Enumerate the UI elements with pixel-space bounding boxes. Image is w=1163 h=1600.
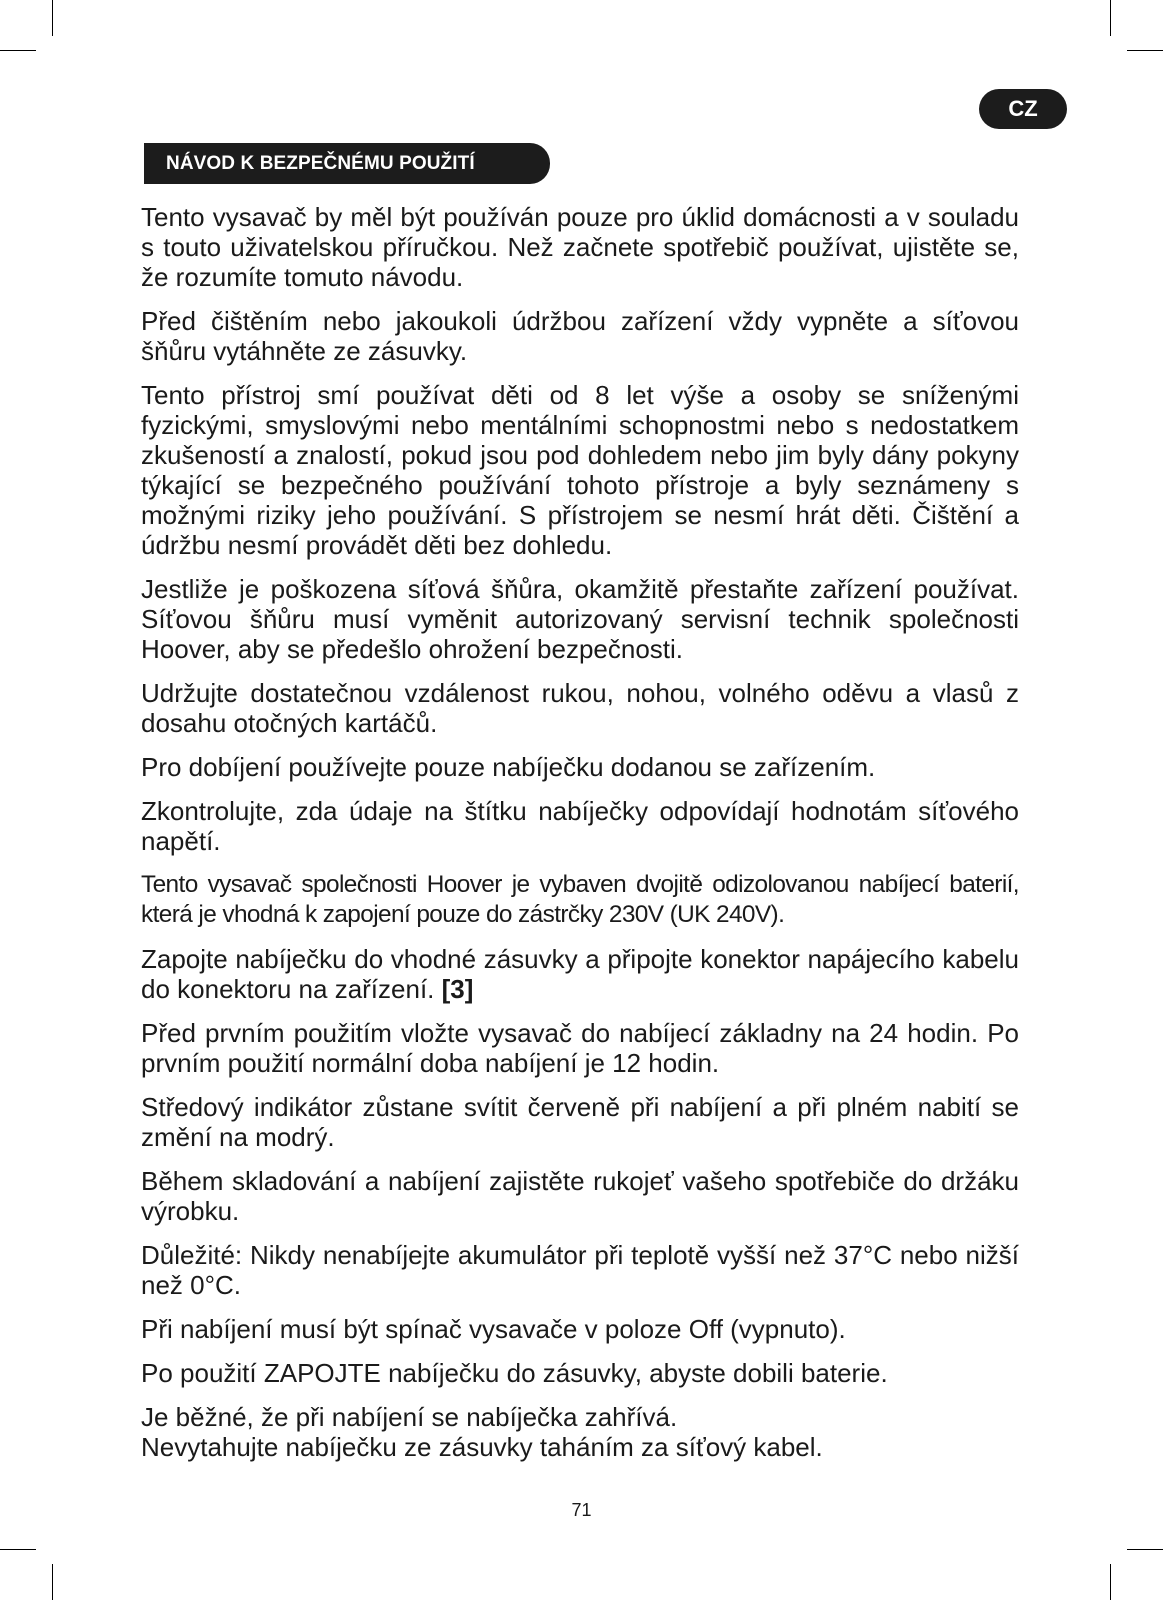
paragraph-double-insulated: Tento vysavač společnosti Hoover je vybaven dvojitě odizolovanou nabíjecí baterií, která je vhodná k zapojení pouze do zástrčky 230V (UK 240V).: [141, 871, 1019, 928]
page-number: 71: [571, 1500, 592, 1520]
paragraph-damaged-cord: Jestliže je poškozena síťová šňůra, okamžitě přestaňte zařízení používat. Síťovou šňůru musí vyměnit autorizovaný servisní technik společnosti Hoover, aby se předešlo ohrožení bezpečnosti.: [141, 574, 1019, 664]
crop-mark-top-left-horizontal: [0, 50, 36, 51]
crop-mark-top-right-horizontal: [1127, 50, 1163, 51]
paragraph-temperature: Důležité: Nikdy nenabíjejte akumulátor při teplotě vyšší než 37°C nebo nižší než 0°C.: [141, 1240, 1019, 1300]
crop-mark-bottom-right-horizontal: [1127, 1549, 1163, 1550]
crop-mark-bottom-right-vertical: [1110, 1564, 1111, 1600]
crop-mark-top-left-vertical: [52, 0, 53, 36]
paragraph-household-use: Tento vysavač by měl být používán pouze pro úklid domácnosti a v souladu s touto uživatelskou příručkou. Než začnete spotřebič používat, ujistěte se, že rozumíte tomuto návodu.: [141, 202, 1019, 292]
figure-reference: [3]: [441, 974, 474, 1004]
crop-mark-bottom-left-horizontal: [0, 1549, 36, 1550]
safety-instructions: [141, 202, 1019, 1476]
paragraph-children-and-persons: Tento přístroj smí používat děti od 8 let výše a osoby se sníženými fyzickými, smyslovými nebo mentálními schopnostmi nebo s nedostatkem zkušeností a znalostí, pokud jsou pod dohledem nebo jim byly dány pokyny týkající se bezpečného používání tohoto přístroje a byly seznámeny s možnými riziky jeho používání. S přístrojem se nesmí hrát děti. Čištění a údržbu nesmí provádět děti bez dohledu.: [141, 380, 1019, 560]
closing-line-unplug: Nevytahujte nabíječku ze zásuvky taháním za síťový kabel.: [141, 1432, 823, 1462]
paragraph-storage: Během skladování a nabíjení zajistěte rukojeť vašeho spotřebiče do držáku výrobku.: [141, 1166, 1019, 1226]
paragraph-after-use: Po použití ZAPOJTE nabíječku do zásuvky, abyste dobili baterie.: [141, 1358, 888, 1388]
paragraph-unplug-before-cleaning: Před čištěním nebo jakoukoli údržbou zařízení vždy vypněte a síťovou šňůru vytáhněte ze zásuvky.: [141, 306, 1019, 366]
crop-mark-bottom-left-vertical: [52, 1564, 53, 1600]
paragraph-switch-off: Při nabíjení musí být spínač vysavače v poloze Off (vypnuto).: [141, 1314, 846, 1344]
paragraph-supplied-charger: Pro dobíjení používejte pouze nabíječku dodanou se zařízením.: [141, 752, 876, 782]
connect-charger-text: Zapojte nabíječku do vhodné zásuvky a připojte konektor napájecího kabelu do konektoru na zařízení.: [141, 944, 1019, 1004]
language-badge: CZ: [979, 89, 1067, 129]
paragraph-first-charge: Před prvním použitím vložte vysavač do nabíjecí základny na 24 hodin. Po prvním použití normální doba nabíjení je 12 hodin.: [141, 1018, 1019, 1078]
paragraph-keep-distance: Udržujte dostatečnou vzdálenost rukou, nohou, volného oděvu a vlasů z dosahu otočných kartáčů.: [141, 678, 1019, 738]
closing-line-warm: Je běžné, že při nabíjení se nabíječka zahřívá.: [141, 1402, 678, 1432]
section-heading: NÁVOD K BEZPEČNÉMU POUŽITÍ: [144, 143, 550, 184]
paragraph-connect-charger: [141, 944, 1019, 1004]
paragraph-charger-warm: [141, 1402, 1019, 1462]
crop-mark-top-right-vertical: [1110, 0, 1111, 36]
paragraph-indicator: Středový indikátor zůstane svítit červeně při nabíjení a při plném nabití se změní na modrý.: [141, 1092, 1019, 1152]
paragraph-check-voltage: Zkontrolujte, zda údaje na štítku nabíječky odpovídají hodnotám síťového napětí.: [141, 796, 1019, 856]
